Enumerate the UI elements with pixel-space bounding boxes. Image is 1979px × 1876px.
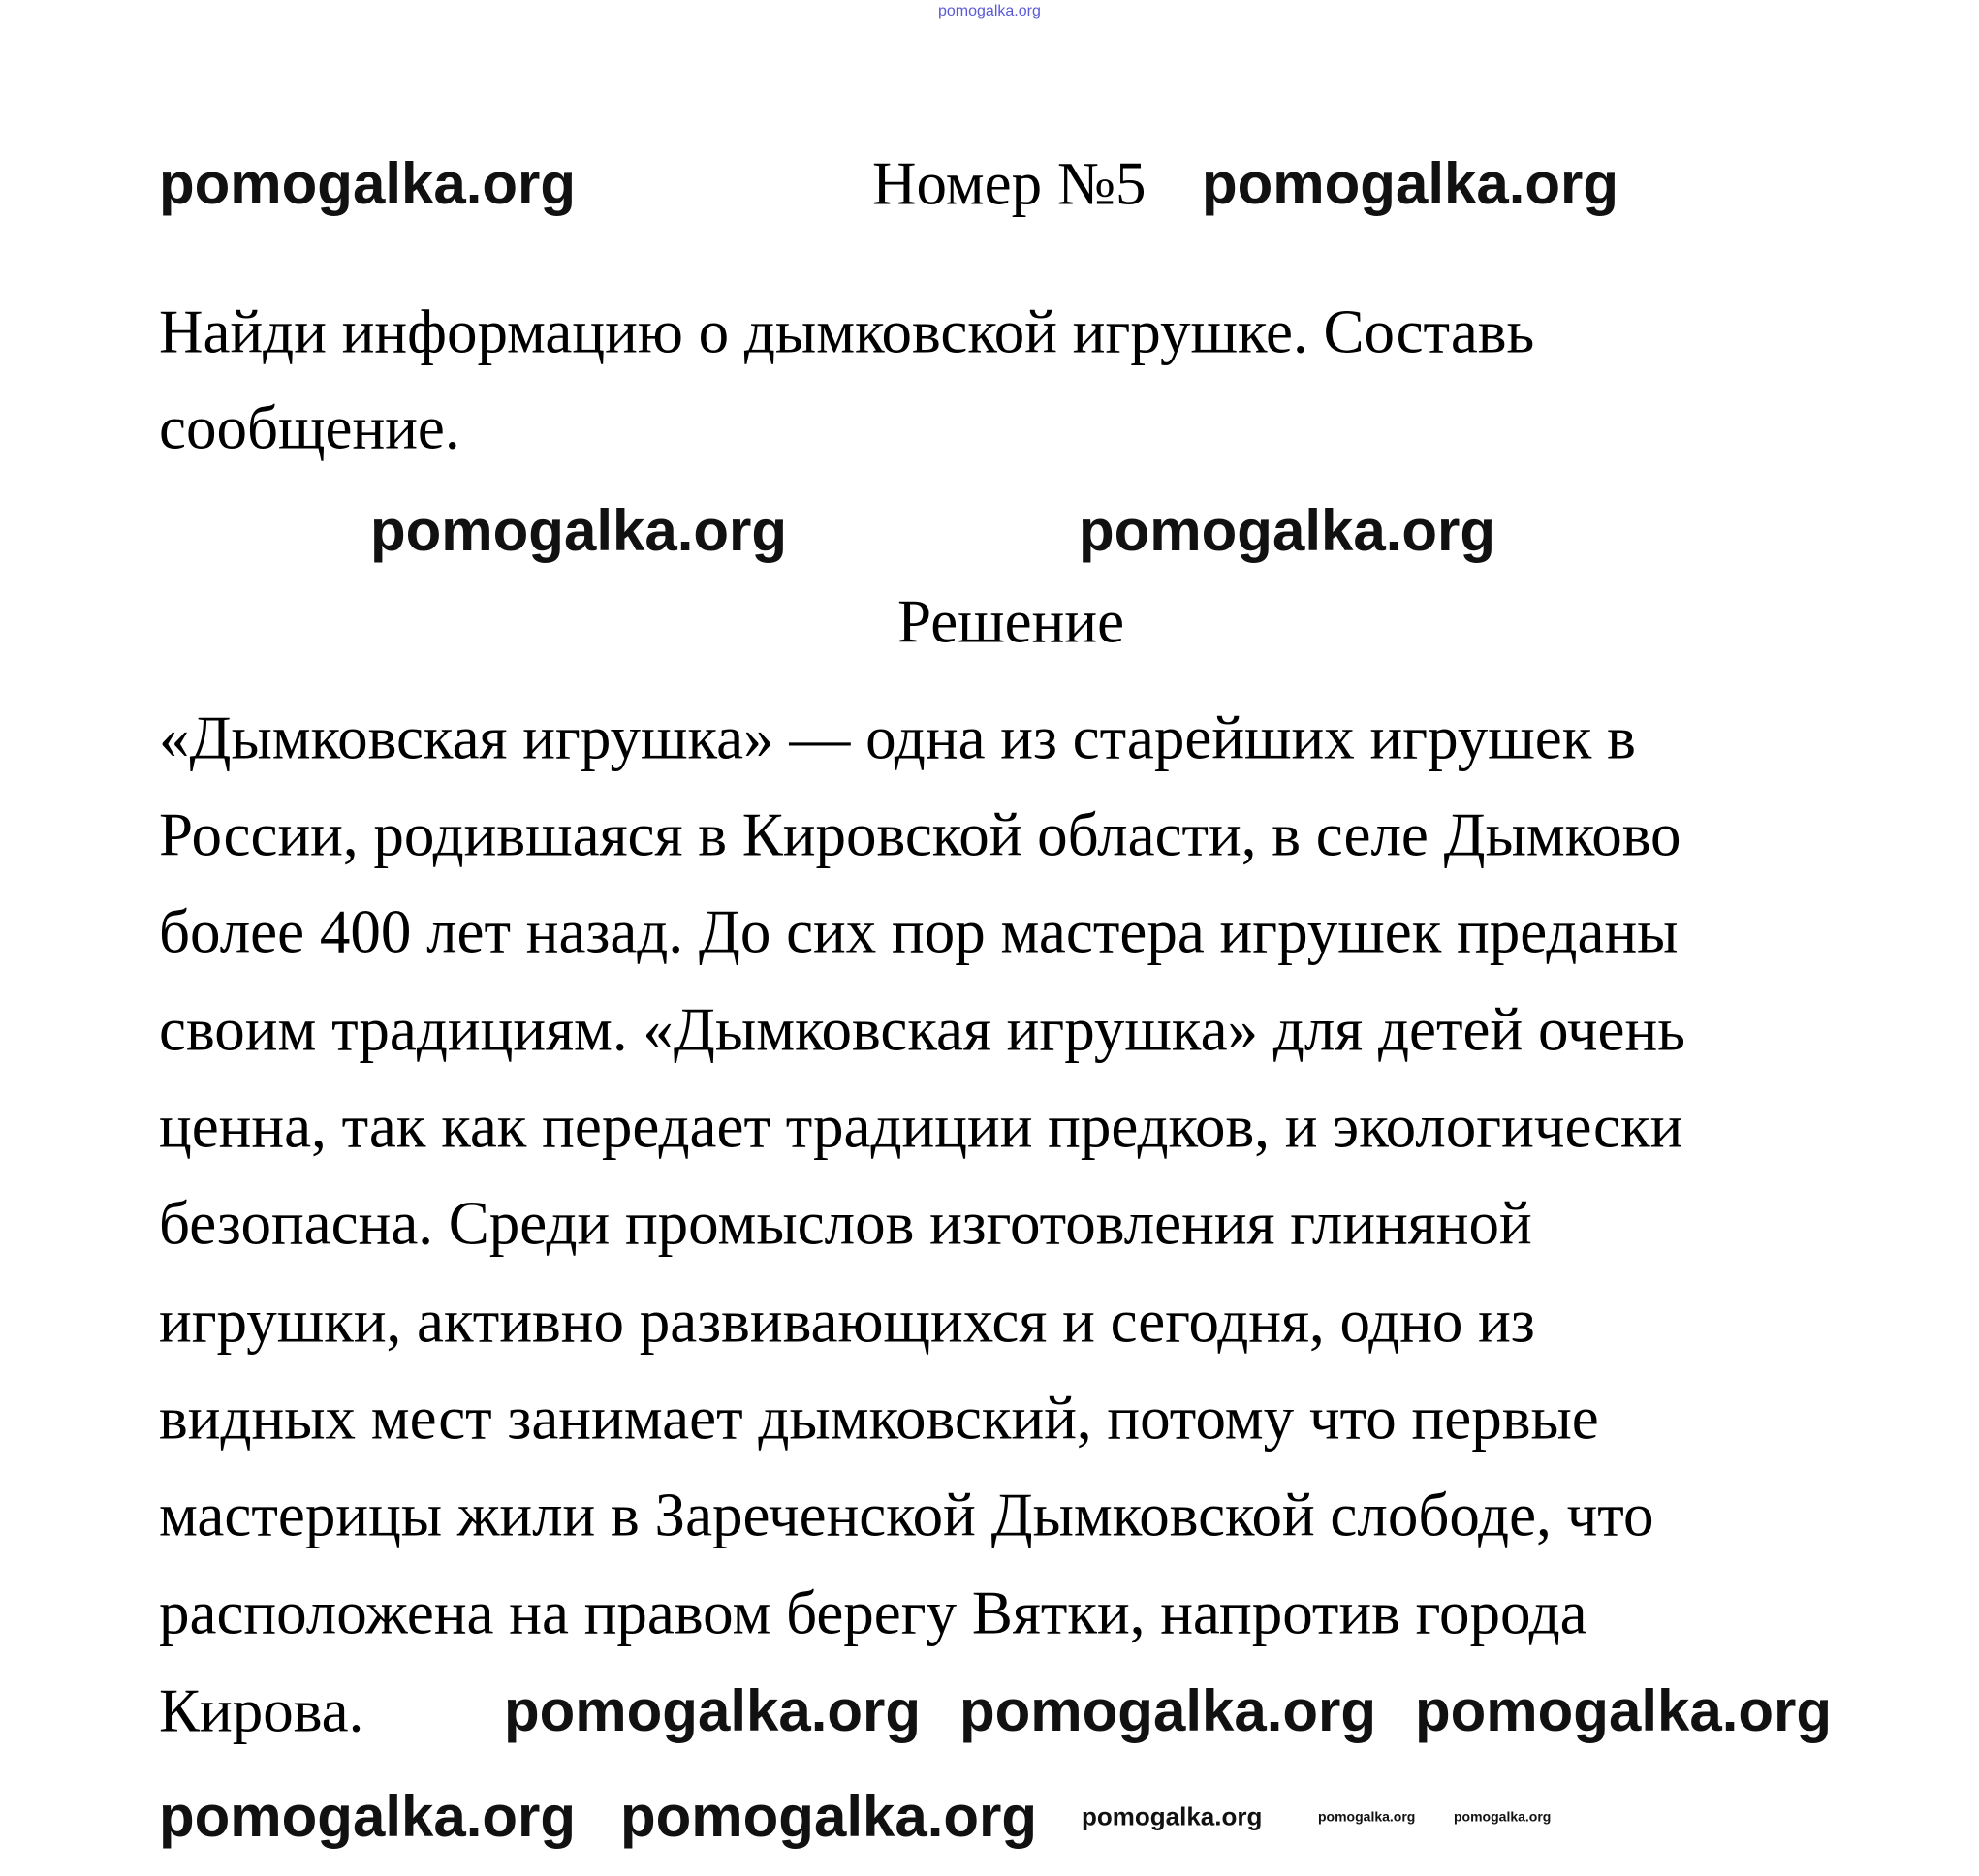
watermark: pomogalka.org (1415, 1678, 1833, 1743)
answer-line: мастерицы жили в Зареченской Дымковской слободе, что (159, 1481, 1654, 1549)
watermark: pomogalka.org (370, 498, 788, 563)
watermark: pomogalka.org (1082, 1801, 1263, 1831)
watermark: pomogalka.org (1454, 1808, 1552, 1825)
answer-line: безопасна. Среди промыслов изготовления глиняной (159, 1189, 1532, 1258)
solution-heading: Решение (897, 587, 1125, 656)
answer-line: расположена на правом берегу Вятки, напротив города (159, 1579, 1587, 1647)
watermark: pomogalka.org (1202, 151, 1619, 216)
page-title: Номер №5 (872, 149, 1147, 218)
answer-line: ценна, так как передает традиции предков, и экологически (159, 1092, 1683, 1161)
watermark: pomogalka.org (620, 1784, 1038, 1849)
task-line: сообщение. (159, 393, 460, 462)
answer-line: своим традициям. «Дымковская игрушка» для детей очень (159, 995, 1685, 1064)
answer-line: Кирова. (159, 1676, 364, 1745)
answer-line: видных мест занимает дымковский, потому что первые (159, 1384, 1599, 1453)
watermark: pomogalka.org (159, 151, 577, 216)
task-line: Найди информацию о дымковской игрушке. Составь (159, 297, 1535, 366)
answer-line: «Дымковская игрушка» — одна из старейших игрушек в (159, 704, 1636, 772)
answer-line: более 400 лет назад. До сих пор мастера игрушек преданы (159, 897, 1679, 966)
watermark: pomogalka.org (159, 1784, 577, 1849)
watermark: pomogalka.org (1318, 1808, 1416, 1825)
watermark: pomogalka.org (504, 1678, 922, 1743)
answer-line: России, родившаяся в Кировской области, в селе Дымково (159, 800, 1681, 869)
top-watermark: pomogalka.org (938, 3, 1041, 20)
answer-line: игрушки, активно развивающихся и сегодня, одно из (159, 1287, 1535, 1356)
watermark: pomogalka.org (959, 1678, 1377, 1743)
watermark: pomogalka.org (1079, 498, 1496, 563)
